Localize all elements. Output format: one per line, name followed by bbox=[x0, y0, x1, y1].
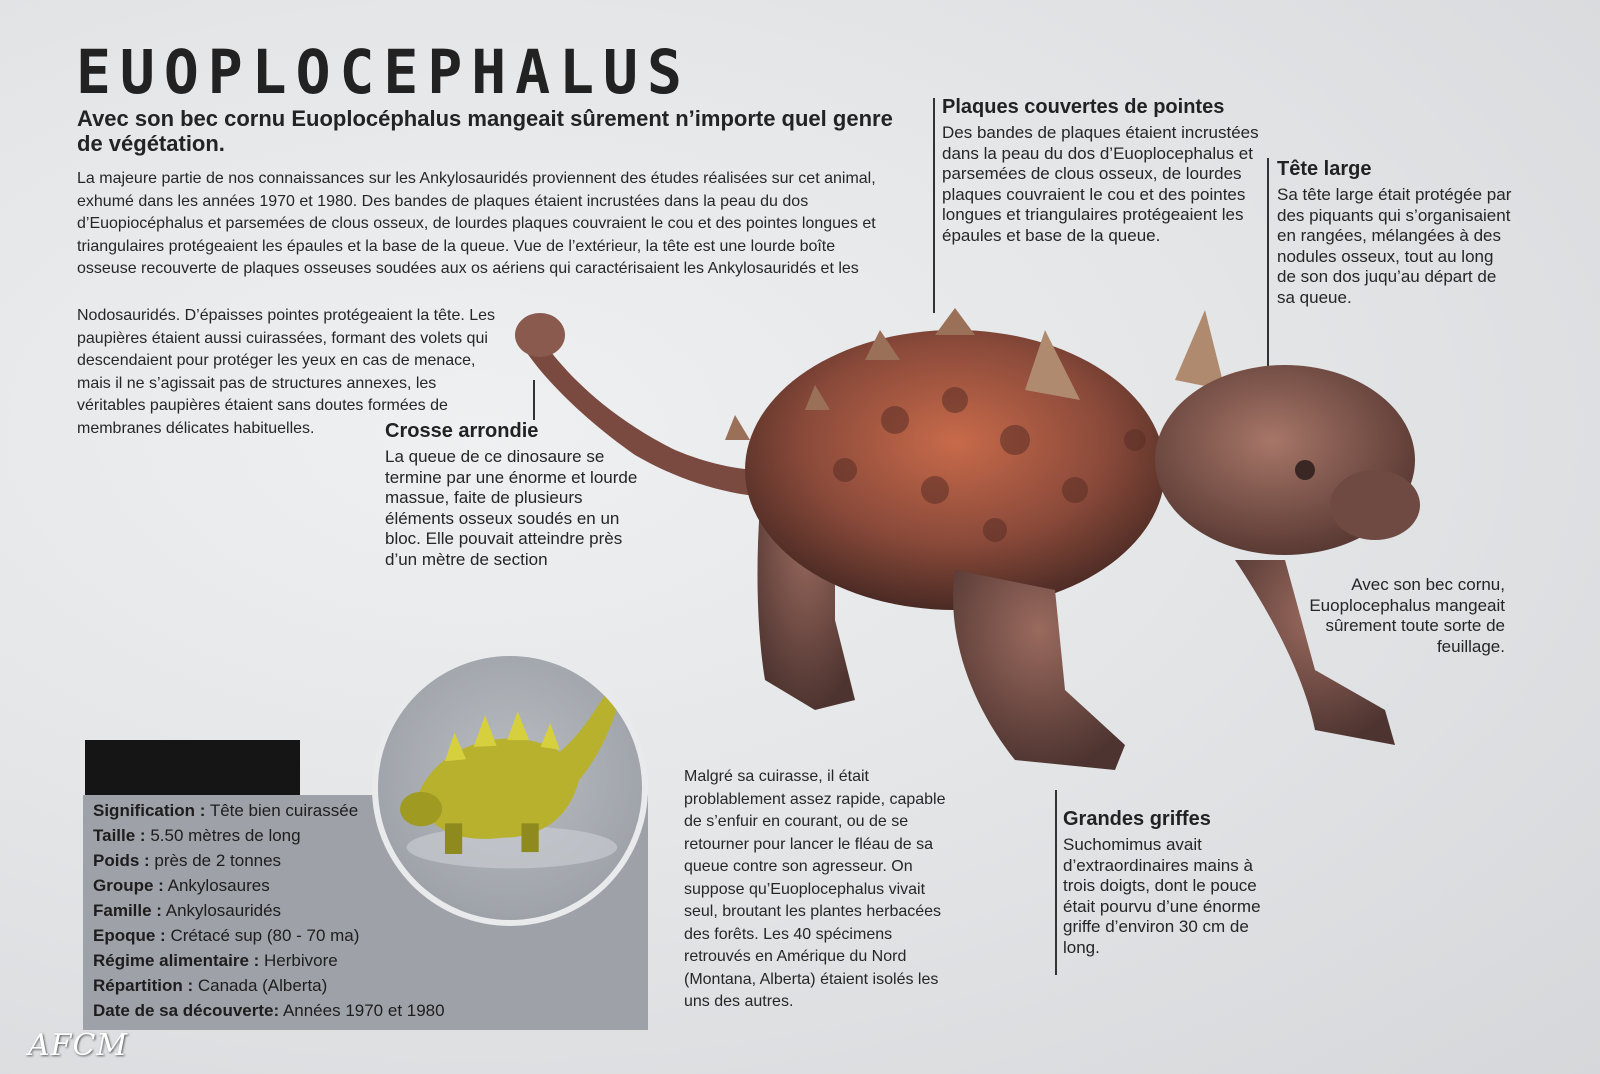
subtitle: Avec son bec cornu Euoplocéphalus mangeait sûrement n’importe quel genre de végétation. bbox=[77, 106, 893, 156]
intro-paragraph: La majeure partie de nos connaissances sur les Ankylosauridés proviennent des études réalisées sur cet animal, exhumé dans les années 1970 et 1980. Des bandes de plaques étaient incrustées dans la peau du dos d’Euopiocéphalus et parsemées de clous osseux, de lourdes plaques couvraient le cou et des pointes longues et triangulaires protégeaient les épaules et la base de la queue. Vue de l’extérieur, la tête est une lourde boîte osseuse recouverte de plaques osseuses soudées aux os aériens qui caractérisaient les Ankylosauridés et les bbox=[77, 170, 876, 277]
id-row-decouverte: Date de sa découverte: Années 1970 et 1980 bbox=[93, 1001, 445, 1020]
id-row-epoque: Epoque : Crétacé sup (80 - 70 ma) bbox=[93, 926, 360, 945]
euoplocephalus-illustration bbox=[515, 290, 1435, 790]
id-row-repartition: Répartition : Canada (Alberta) bbox=[93, 976, 328, 995]
section-tete bbox=[1277, 158, 1517, 308]
intro-paragraph-continued: Nodosauridés. D’épaisses pointes protégeaient la tête. Les paupières étaient aussi cuirassées, formant des volets qui descendaient pour protéger les yeux en cas de menace, mais il ne s’agissait pas de structures annexes, les véritables paupières étaient sans doutes formées de membranes délicates habituelles. bbox=[77, 307, 496, 437]
plaques-connector-line bbox=[933, 98, 935, 313]
beak-note: Avec son bec cornu, Euoplocephalus mangeait sûrement toute sorte de feuillage. bbox=[1309, 575, 1505, 656]
section-crosse bbox=[385, 420, 640, 570]
section-tete-heading: Tête large bbox=[1277, 158, 1372, 180]
dino-figurine-circle bbox=[372, 650, 648, 926]
id-row-poids: Poids : près de 2 tonnes bbox=[93, 851, 282, 870]
id-row-regime: Régime alimentaire : Herbivore bbox=[93, 951, 338, 970]
section-crosse-text: La queue de ce dinosaure se termine par une énorme et lourde massue, faite de plusieurs éléments osseux soudés en un bloc. Elle pouvait atteindre près d’un mètre de section bbox=[385, 447, 638, 569]
id-card-header-block bbox=[85, 740, 300, 796]
section-griffes-text: Suchomimus avait d’extraordinaires mains à trois doigts, dont le pouce était pourvu d’une énorme griffe d’environ 30 cm de long. bbox=[1063, 835, 1261, 957]
section-tete-text: Sa tête large était protégée par des piquants qui s’organisaient en rangées, mélangées à des nodules osseux, tout au long de son dos juqu’au départ de sa queue. bbox=[1277, 185, 1512, 307]
behavior-paragraph: Malgré sa cuirasse, il était problablement assez rapide, capable de s’enfuir en courant, ou de se retourner pour lancer le fléau de sa queue contre son agresseur. On suppose qu’Euoplocephalus vivait seul, broutant les plantes herbacées des forêts. Les 40 spécimens retrouvés en Amérique du Nord (Montana, Alberta) étaient isolés les uns des autres. bbox=[684, 768, 946, 1010]
section-plaques-text: Des bandes de plaques étaient incrustées dans la peau du dos d’Euoplocephalus et parsemées de clous osseux, de lourdes plaques couvraient le cou et des pointes longues et triangulaires protégeaient les épaules et base de la queue. bbox=[942, 123, 1259, 245]
id-row-groupe: Groupe : Ankylosaures bbox=[93, 876, 270, 895]
section-plaques bbox=[942, 96, 1262, 246]
small-dino-icon bbox=[378, 656, 642, 920]
page-title: EUOPLOCEPHALUS bbox=[76, 36, 691, 108]
griffes-connector-line bbox=[1055, 790, 1057, 975]
section-griffes-heading: Grandes griffes bbox=[1063, 808, 1211, 830]
section-plaques-heading: Plaques couvertes de pointes bbox=[942, 96, 1225, 118]
id-row-famille: Famille : Ankylosauridés bbox=[93, 901, 282, 920]
watermark-signature: AFCM bbox=[28, 1028, 129, 1063]
id-row-signification: Signification : Tête bien cuirassée bbox=[93, 801, 359, 820]
id-row-taille: Taille : 5.50 mètres de long bbox=[93, 826, 301, 845]
section-crosse-heading: Crosse arrondie bbox=[385, 420, 539, 442]
section-griffes bbox=[1063, 808, 1288, 958]
